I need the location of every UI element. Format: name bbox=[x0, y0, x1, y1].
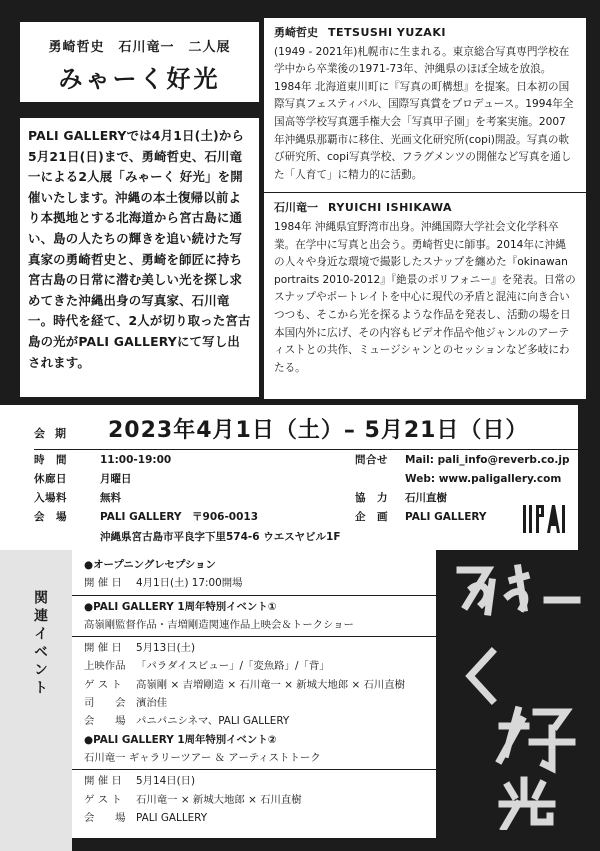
info-label: 入場料 bbox=[34, 492, 67, 504]
period-label: 会期 bbox=[34, 427, 76, 440]
info-row bbox=[34, 489, 258, 508]
divider bbox=[72, 636, 436, 637]
bio-name-ja: 石川竜一 bbox=[274, 201, 318, 215]
info-row bbox=[34, 508, 258, 527]
title-box bbox=[20, 22, 259, 102]
divider bbox=[72, 769, 436, 770]
period-value: 2023年4月1日（土）– 5月21日（日） bbox=[108, 418, 529, 443]
event-label: ゲ ス ト bbox=[84, 793, 122, 806]
info-label: 企 画 bbox=[355, 511, 388, 523]
divider bbox=[264, 192, 586, 193]
bio-name-en: RYUICHI ISHIKAWA bbox=[328, 201, 453, 215]
exhibition-period bbox=[34, 413, 528, 444]
events-section-label: 関連イベント bbox=[32, 590, 48, 698]
event-subtitle: 石川竜一 ギャラリーツアー ＆ アーティストトーク bbox=[84, 751, 321, 764]
info-left bbox=[34, 451, 258, 527]
event-label: 開 催 日 bbox=[84, 577, 122, 590]
info-value: PALI GALLERY bbox=[405, 511, 487, 523]
event-value: パニパニシネマ、PALI GALLERY bbox=[136, 715, 290, 728]
event-row bbox=[84, 791, 424, 809]
info-label: 時 間 bbox=[34, 454, 67, 466]
event-label: 司 会 bbox=[84, 697, 126, 710]
info-value: 11:00-19:00 bbox=[100, 454, 172, 466]
event-row bbox=[84, 574, 424, 592]
intro-text: PALI GALLERYでは4月1日(土)から5月21日(日)まで、勇崎哲史、石川竜一による2人展「みゃーく 好光」を開催いたします。沖縄の本土復帰以前より本拠地とする北海道から宮古島に通い、島の人たちの輝きを追い続けた写真家の勇崎哲史と、勇崎を師匠に持ち宮古島の日常に潜む美しい光を探し求めてきた沖縄出身の写真家、石川竜一。時代を経て、2人が切り取った宮古島の光がPALI GALLERYにて写し出されます。 bbox=[20, 118, 259, 397]
event-subtitle: 高嶺剛監督作品・吉増剛造関連作品上映会＆トークショー bbox=[84, 618, 354, 631]
event-row bbox=[84, 694, 424, 712]
contact-web[interactable]: Web: www.paligallery.com bbox=[405, 473, 562, 485]
pali-gallery-logo-icon bbox=[520, 501, 568, 537]
info-row bbox=[34, 451, 258, 470]
event-row bbox=[84, 772, 424, 790]
event-label: 会 場 bbox=[84, 811, 126, 824]
venue-address: 沖縄県宮古島市平良字下里574-6 ウエスヤビル1F bbox=[100, 531, 341, 543]
exhibition-title: みゃーく好光 bbox=[58, 65, 221, 93]
event-label: 上映作品 bbox=[84, 660, 126, 673]
event-label: ゲ ス ト bbox=[84, 678, 122, 691]
info-row bbox=[355, 470, 569, 489]
exhibition-subtitle: 勇崎哲史 石川竜一 二人展 bbox=[48, 40, 231, 55]
info-label: 問合せ bbox=[355, 454, 388, 466]
event-label: 会 場 bbox=[84, 715, 126, 728]
related-events bbox=[72, 550, 436, 838]
info-label: 休廊日 bbox=[34, 473, 67, 485]
info-label bbox=[355, 470, 405, 489]
event-row bbox=[84, 639, 424, 657]
bio-name-en: TETSUSHI YUZAKI bbox=[328, 26, 446, 39]
divider bbox=[34, 449, 578, 450]
event-value: 5月14日(日) bbox=[136, 775, 196, 788]
event-title: ●PALI GALLERY 1周年特別イベント② bbox=[84, 733, 277, 746]
event-label: 開 催 日 bbox=[84, 775, 122, 788]
artist-bios bbox=[264, 18, 586, 399]
bio-text-ishikawa: 1984年 沖縄県宜野湾市出身。沖縄国際大学社会文化学科卒業。在学中に写真と出会う。勇崎哲史に師事。2014年に沖縄の人々や身近な環境で撮影したスナップを纏めた『okinawan portraits 2010-2012』『絶景のポリフォニー』を発表。日常のスナップやポートレイトを中心に現代の矛盾と混沌に向き合いつつも、そこから光を探るような作品を発表し、活動の場を日本国内外に広げ、その内容もビデオ作品や他ジャンルのアーティストとの共作、ミュージシャンとのセッションなど多岐にわたる。 bbox=[274, 220, 576, 374]
event-title: ●オープニングレセプション bbox=[84, 559, 216, 571]
bio-text-yuzaki: (1949 - 2021年)札幌市に生まれる。東京総合写真専門学校在学中から卒業後の1971-73年、沖縄県のほぼ全域を放浪。1984年 北海道東川町に『写真の町構想』を提案。日本初の国際写真フェスティバル、国際写真賞をプロデュース。1994年全国高等学校写真選手権大会「写真甲子園」を考案実施。2007年沖縄県那覇市に移住、光画文化研究所(copi)開設。写真の軟び研究所、copi写真学校、フラグメンツの開催など写真を通した「人育て」に精力的に活動。 bbox=[274, 45, 574, 181]
bio-heading-yuzaki bbox=[274, 24, 576, 42]
schedule-band bbox=[0, 405, 600, 550]
event-value: 4月1日(土) 17:00開場 bbox=[136, 577, 243, 590]
divider bbox=[72, 595, 436, 596]
info-row bbox=[355, 451, 569, 470]
event-value: 5月13日(土) bbox=[136, 642, 196, 655]
info-value: 石川直樹 bbox=[405, 492, 447, 504]
info-label: 会 場 bbox=[34, 511, 67, 523]
event-row bbox=[84, 676, 424, 694]
contact-mail[interactable]: Mail: pali_info@reverb.co.jp bbox=[405, 454, 570, 466]
bio-name-ja: 勇崎哲史 bbox=[274, 26, 318, 39]
event-row bbox=[84, 809, 424, 827]
event-title: ●PALI GALLERY 1周年特別イベント① bbox=[84, 600, 277, 613]
band-edge bbox=[578, 405, 600, 550]
events-label-column bbox=[0, 550, 72, 851]
info-label: 協 力 bbox=[355, 492, 388, 504]
info-value: 無料 bbox=[100, 492, 121, 504]
event-row bbox=[84, 657, 424, 675]
event-value: 高嶺剛 × 吉増剛造 × 石川竜一 × 新城大地郎 × 石川直樹 bbox=[136, 678, 406, 691]
decorative-title-art-icon bbox=[452, 560, 582, 830]
event-value: 「パラダイスビュー」/「変魚路」/「背」 bbox=[136, 660, 330, 673]
event-value: 石川竜一 × 新城大地郎 × 石川直樹 bbox=[136, 793, 302, 806]
bio-heading-ishikawa bbox=[274, 199, 576, 217]
event-value: 濱治佳 bbox=[136, 697, 168, 710]
event-value: PALI GALLERY bbox=[136, 811, 208, 824]
info-row bbox=[34, 470, 258, 489]
event-label: 開 催 日 bbox=[84, 642, 122, 655]
event-row bbox=[84, 712, 424, 730]
info-value: PALI GALLERY 〒906-0013 bbox=[100, 511, 259, 523]
info-value: 月曜日 bbox=[100, 473, 132, 485]
